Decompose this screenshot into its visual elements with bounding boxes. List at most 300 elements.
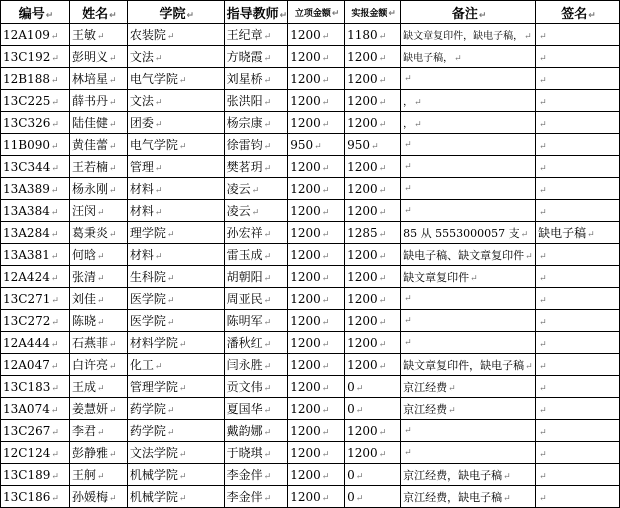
- paragraph-mark-icon: ↵: [154, 164, 163, 174]
- paragraph-mark-icon: ↵: [524, 32, 532, 42]
- table-row: [1, 420, 620, 442]
- table-row: [1, 464, 620, 486]
- cell-text: 1200: [290, 423, 321, 438]
- table-row: [1, 288, 620, 310]
- cell-approved: [288, 178, 345, 200]
- cell-approved: [288, 266, 345, 288]
- cell-text: 贡文伟: [226, 380, 263, 394]
- cell-dept: [127, 420, 224, 442]
- cell-actual: [345, 310, 401, 332]
- paragraph-mark-icon: ↵: [263, 274, 272, 284]
- cell-text: 葛秉炎: [71, 226, 108, 240]
- cell-approved: [288, 376, 345, 398]
- cell-text: 1200: [290, 115, 321, 130]
- paragraph-mark-icon: ↵: [96, 208, 105, 218]
- cell-id: [1, 178, 70, 200]
- paragraph-mark-icon: ↵: [108, 340, 117, 350]
- paragraph-mark-icon: ↵: [263, 362, 272, 372]
- cell-note: [401, 178, 536, 200]
- cell-actual: [345, 332, 401, 354]
- paragraph-mark-icon: ↵: [404, 206, 412, 216]
- cell-text: 12B188: [3, 71, 50, 86]
- cell-text: 1200: [290, 159, 321, 174]
- cell-text: 950: [347, 137, 371, 152]
- cell-text: 黄佳蕾: [71, 138, 108, 152]
- cell-actual: [345, 288, 401, 310]
- cell-approved: [288, 112, 345, 134]
- cell-dept: [127, 46, 224, 68]
- cell-text: 0: [347, 467, 355, 482]
- cell-dept: [127, 90, 224, 112]
- cell-text: 13C267: [3, 423, 51, 438]
- cell-text: 京江经费，缺电子稿: [403, 468, 503, 482]
- paragraph-mark-icon: ↵: [404, 184, 412, 194]
- paragraph-mark-icon: ↵: [454, 54, 462, 64]
- cell-id: [1, 464, 70, 486]
- cell-text: 1200: [290, 401, 321, 416]
- cell-advisor: [224, 420, 288, 442]
- column-header-actual: [345, 1, 401, 24]
- paragraph-mark-icon: ↵: [178, 450, 187, 460]
- cell-id: [1, 398, 70, 420]
- paragraph-mark-icon: ↵: [539, 207, 547, 218]
- cell-text: 12C124: [3, 445, 51, 460]
- paragraph-mark-icon: ↵: [539, 185, 547, 196]
- paragraph-mark-icon: ↵: [154, 208, 163, 218]
- cell-text: 1200: [347, 335, 378, 350]
- column-header-name: [69, 1, 127, 24]
- cell-sign: [536, 244, 620, 266]
- cell-text: 药学院: [129, 424, 166, 438]
- cell-text: 胡朝阳: [226, 270, 263, 284]
- paragraph-mark-icon: ↵: [448, 383, 456, 394]
- cell-id: [1, 354, 70, 376]
- cell-text: 缺电子稿，: [403, 53, 454, 64]
- cell-text: 闫永胜: [226, 358, 263, 372]
- cell-name: [69, 354, 127, 376]
- cell-approved: [288, 244, 345, 266]
- paragraph-mark-icon: ↵: [378, 361, 387, 372]
- cell-text: 1200: [347, 313, 378, 328]
- column-header-advisor: [224, 1, 288, 24]
- paragraph-mark-icon: ↵: [378, 449, 387, 460]
- cell-text: 12A109: [3, 27, 50, 42]
- cell-advisor: [224, 90, 288, 112]
- paragraph-mark-icon: ↵: [404, 316, 412, 326]
- cell-note: [401, 46, 536, 68]
- paragraph-mark-icon: ↵: [378, 339, 387, 350]
- paragraph-mark-icon: ↵: [251, 208, 260, 218]
- paragraph-mark-icon: ↵: [263, 252, 272, 262]
- cell-text: 彭静雅: [71, 446, 108, 460]
- paragraph-mark-icon: ↵: [539, 427, 547, 438]
- paragraph-mark-icon: ↵: [321, 361, 330, 372]
- cell-text: 1200: [347, 71, 378, 86]
- cell-dept: [127, 24, 224, 46]
- paragraph-mark-icon: ↵: [478, 10, 487, 21]
- column-header-approved: [288, 1, 345, 24]
- cell-id: [1, 68, 70, 90]
- cell-advisor: [224, 112, 288, 134]
- table-row: [1, 354, 620, 376]
- paragraph-mark-icon: ↵: [166, 296, 175, 306]
- cell-text: 1200: [290, 181, 321, 196]
- paragraph-mark-icon: ↵: [321, 119, 330, 130]
- paragraph-mark-icon: ↵: [263, 32, 272, 42]
- table-row: [1, 244, 620, 266]
- cell-text: 汪闵: [71, 204, 96, 218]
- cell-sign: [536, 112, 620, 134]
- cell-name: [69, 310, 127, 332]
- cell-dept: [127, 266, 224, 288]
- paragraph-mark-icon: ↵: [178, 472, 187, 482]
- cell-text: 药学院: [129, 402, 166, 416]
- cell-text: 文法学院: [129, 446, 178, 460]
- cell-text: 陆佳健: [71, 116, 108, 130]
- cell-text: 李金伴: [226, 490, 263, 504]
- cell-text: ，: [403, 119, 414, 130]
- paragraph-mark-icon: ↵: [263, 230, 272, 240]
- cell-text: 孙宏祥: [226, 226, 263, 240]
- cell-text: 85 从 5553000057 支: [403, 226, 520, 240]
- paragraph-mark-icon: ↵: [378, 251, 387, 262]
- paragraph-mark-icon: ↵: [321, 295, 330, 306]
- cell-note: [401, 24, 536, 46]
- paragraph-mark-icon: ↵: [355, 471, 364, 482]
- cell-text: 13A384: [3, 203, 50, 218]
- paragraph-mark-icon: ↵: [96, 318, 105, 328]
- paragraph-mark-icon: ↵: [263, 428, 272, 438]
- table-row: [1, 68, 620, 90]
- cell-actual: [345, 112, 401, 134]
- table-row: [1, 178, 620, 200]
- cell-text: 潘秋红: [226, 336, 263, 350]
- paragraph-mark-icon: ↵: [539, 251, 547, 262]
- cell-name: [69, 288, 127, 310]
- cell-text: 李金伴: [226, 468, 263, 482]
- cell-sign: [536, 420, 620, 442]
- cell-text: 缺文章复印件，缺电子稿，: [403, 31, 524, 42]
- cell-text: 1200: [347, 445, 378, 460]
- cell-text: 京江经费: [403, 402, 448, 416]
- paragraph-mark-icon: ↵: [263, 384, 272, 394]
- cell-text: 1200: [290, 357, 321, 372]
- cell-text: 化工: [129, 358, 154, 372]
- cell-sign: [536, 376, 620, 398]
- cell-text: 1200: [290, 225, 321, 240]
- paragraph-mark-icon: ↵: [154, 362, 163, 372]
- paragraph-mark-icon: ↵: [178, 494, 187, 504]
- cell-note: [401, 376, 536, 398]
- paragraph-mark-icon: ↵: [539, 471, 547, 482]
- cell-id: [1, 222, 70, 244]
- cell-text: 13C344: [3, 159, 51, 174]
- paragraph-mark-icon: ↵: [166, 318, 175, 328]
- cell-sign: [536, 354, 620, 376]
- paragraph-mark-icon: ↵: [108, 186, 117, 196]
- cell-text: 生科院: [129, 270, 166, 284]
- paragraph-mark-icon: ↵: [404, 448, 412, 458]
- paragraph-mark-icon: ↵: [520, 229, 529, 240]
- table-row: [1, 442, 620, 464]
- cell-text: 11B090: [3, 137, 50, 152]
- cell-text: 陈明军: [226, 314, 263, 328]
- cell-name: [69, 486, 127, 508]
- paragraph-mark-icon: ↵: [321, 97, 330, 108]
- cell-sign: [536, 332, 620, 354]
- paragraph-mark-icon: ↵: [539, 119, 547, 130]
- cell-text: 1200: [290, 93, 321, 108]
- cell-text: 12A424: [3, 269, 50, 284]
- cell-text: 1200: [290, 379, 321, 394]
- cell-sign: [536, 200, 620, 222]
- cell-id: [1, 442, 70, 464]
- cell-advisor: [224, 442, 288, 464]
- cell-text: 13C271: [3, 291, 51, 306]
- cell-text: 12A047: [3, 357, 50, 372]
- paragraph-mark-icon: ↵: [321, 405, 330, 416]
- paragraph-mark-icon: ↵: [525, 361, 533, 372]
- cell-sign: [536, 266, 620, 288]
- paragraph-mark-icon: ↵: [263, 406, 272, 416]
- cell-text: 医学院: [129, 292, 166, 306]
- paragraph-mark-icon: ↵: [525, 251, 533, 262]
- table-row: [1, 332, 620, 354]
- paragraph-mark-icon: ↵: [251, 186, 260, 196]
- paragraph-mark-icon: ↵: [51, 383, 59, 394]
- paragraph-mark-icon: ↵: [378, 273, 387, 284]
- cell-text: 1200: [347, 203, 378, 218]
- cell-id: [1, 310, 70, 332]
- cell-text: 1180: [347, 27, 378, 42]
- cell-note: [401, 222, 536, 244]
- paragraph-mark-icon: ↵: [51, 493, 59, 504]
- cell-text: 张洪阳: [226, 94, 263, 108]
- table-row: [1, 112, 620, 134]
- cell-note: [401, 310, 536, 332]
- cell-dept: [127, 486, 224, 508]
- paragraph-mark-icon: ↵: [108, 98, 117, 108]
- cell-note: [401, 134, 536, 156]
- table-row: [1, 310, 620, 332]
- cell-note: [401, 244, 536, 266]
- cell-note: [401, 266, 536, 288]
- cell-text: 京江经费: [403, 380, 448, 394]
- cell-text: 1200: [347, 291, 378, 306]
- cell-text: 王敏: [71, 28, 96, 42]
- cell-text: 1200: [347, 181, 378, 196]
- cell-text: 1200: [347, 115, 378, 130]
- cell-text: 13A284: [3, 225, 50, 240]
- paragraph-mark-icon: ↵: [166, 230, 175, 240]
- cell-dept: [127, 442, 224, 464]
- cell-name: [69, 442, 127, 464]
- paragraph-mark-icon: ↵: [539, 273, 547, 284]
- table-row: [1, 46, 620, 68]
- cell-id: [1, 112, 70, 134]
- cell-name: [69, 398, 127, 420]
- paragraph-mark-icon: ↵: [414, 98, 422, 108]
- paragraph-mark-icon: ↵: [279, 10, 288, 21]
- cell-text: 杨永刚: [71, 182, 108, 196]
- cell-sign: [536, 288, 620, 310]
- paragraph-mark-icon: ↵: [263, 318, 272, 328]
- cell-note: [401, 420, 536, 442]
- paragraph-mark-icon: ↵: [51, 449, 59, 460]
- cell-dept: [127, 68, 224, 90]
- paragraph-mark-icon: ↵: [166, 406, 175, 416]
- cell-text: 1200: [347, 49, 378, 64]
- cell-advisor: [224, 178, 288, 200]
- paragraph-mark-icon: ↵: [50, 339, 59, 350]
- cell-note: [401, 464, 536, 486]
- paragraph-mark-icon: ↵: [50, 273, 59, 284]
- cell-sign: [536, 310, 620, 332]
- cell-name: [69, 244, 127, 266]
- paragraph-mark-icon: ↵: [50, 31, 59, 42]
- cell-text: 材料: [129, 248, 154, 262]
- cell-dept: [127, 244, 224, 266]
- cell-text: 徐雷钧: [226, 138, 263, 152]
- paragraph-mark-icon: ↵: [178, 340, 187, 350]
- paragraph-mark-icon: ↵: [539, 317, 547, 328]
- paragraph-mark-icon: ↵: [378, 75, 387, 86]
- cell-id: [1, 266, 70, 288]
- cell-text: 13A074: [3, 401, 50, 416]
- cell-advisor: [224, 354, 288, 376]
- cell-note: [401, 288, 536, 310]
- paragraph-mark-icon: ↵: [96, 384, 105, 394]
- cell-name: [69, 112, 127, 134]
- cell-text: 电气学院: [129, 72, 178, 86]
- paragraph-mark-icon: ↵: [314, 141, 322, 152]
- paragraph-mark-icon: ↵: [539, 163, 547, 174]
- cell-id: [1, 288, 70, 310]
- cell-advisor: [224, 398, 288, 420]
- cell-approved: [288, 288, 345, 310]
- cell-text: 管理: [129, 160, 154, 174]
- paragraph-mark-icon: ↵: [178, 76, 187, 86]
- cell-note: [401, 398, 536, 420]
- cell-actual: [345, 200, 401, 222]
- cell-dept: [127, 156, 224, 178]
- cell-dept: [127, 178, 224, 200]
- paragraph-mark-icon: ↵: [108, 494, 117, 504]
- cell-sign: [536, 90, 620, 112]
- paragraph-mark-icon: ↵: [539, 493, 547, 504]
- cell-text: 1200: [290, 467, 321, 482]
- paragraph-mark-icon: ↵: [108, 406, 117, 416]
- cell-approved: [288, 68, 345, 90]
- cell-text: 13C272: [3, 313, 51, 328]
- table-row: [1, 200, 620, 222]
- cell-advisor: [224, 24, 288, 46]
- paragraph-mark-icon: ↵: [414, 120, 422, 130]
- paragraph-mark-icon: ↵: [321, 493, 330, 504]
- cell-advisor: [224, 310, 288, 332]
- cell-text: 1200: [290, 203, 321, 218]
- cell-text: 王舸: [71, 468, 96, 482]
- paragraph-mark-icon: ↵: [355, 405, 364, 416]
- cell-actual: [345, 266, 401, 288]
- paragraph-mark-icon: ↵: [51, 75, 59, 86]
- paragraph-mark-icon: ↵: [263, 296, 272, 306]
- cell-text: 方晓霞: [226, 50, 263, 64]
- cell-text: 管理学院: [129, 380, 178, 394]
- paragraph-mark-icon: ↵: [51, 119, 59, 130]
- cell-dept: [127, 310, 224, 332]
- cell-text: 0: [347, 489, 355, 504]
- paragraph-mark-icon: ↵: [539, 97, 547, 108]
- cell-sign: [536, 222, 620, 244]
- cell-sign: [536, 156, 620, 178]
- paragraph-mark-icon: ↵: [355, 383, 364, 394]
- cell-text: 950: [290, 137, 314, 152]
- paragraph-mark-icon: ↵: [539, 141, 547, 152]
- cell-advisor: [224, 486, 288, 508]
- cell-text: 缺电子稿、缺文章复印件: [403, 248, 525, 262]
- cell-text: 姜慧妍: [71, 402, 108, 416]
- cell-text: 医学院: [129, 314, 166, 328]
- cell-text: 陈晓: [71, 314, 96, 328]
- cell-name: [69, 134, 127, 156]
- cell-text: 理学院: [129, 226, 166, 240]
- paragraph-mark-icon: ↵: [388, 8, 396, 19]
- table-row: [1, 134, 620, 156]
- cell-id: [1, 134, 70, 156]
- cell-text: 薛书丹: [71, 94, 108, 108]
- cell-dept: [127, 376, 224, 398]
- cell-text: 京江经费，缺电子稿: [403, 490, 503, 504]
- cell-id: [1, 332, 70, 354]
- paragraph-mark-icon: ↵: [51, 141, 59, 152]
- paragraph-mark-icon: ↵: [539, 405, 547, 416]
- paragraph-mark-icon: ↵: [50, 207, 59, 218]
- cell-sign: [536, 442, 620, 464]
- cell-approved: [288, 134, 345, 156]
- cell-text: 白许亮: [71, 358, 108, 372]
- paragraph-mark-icon: ↵: [51, 295, 59, 306]
- paragraph-mark-icon: ↵: [108, 120, 117, 130]
- paragraph-mark-icon: ↵: [321, 273, 330, 284]
- cell-note: [401, 156, 536, 178]
- paragraph-mark-icon: ↵: [321, 31, 330, 42]
- cell-dept: [127, 398, 224, 420]
- paragraph-mark-icon: ↵: [154, 54, 163, 64]
- cell-text: 文法: [129, 94, 154, 108]
- column-header-label: 备注: [451, 6, 478, 22]
- cell-note: [401, 200, 536, 222]
- cell-text: 夏国华: [226, 402, 263, 416]
- cell-text: 13C225: [3, 93, 51, 108]
- cell-approved: [288, 398, 345, 420]
- cell-approved: [288, 420, 345, 442]
- cell-sign: [536, 486, 620, 508]
- paragraph-mark-icon: ↵: [166, 32, 175, 42]
- paragraph-mark-icon: ↵: [404, 74, 412, 84]
- column-header-dept: [127, 1, 224, 24]
- paragraph-mark-icon: ↵: [378, 97, 387, 108]
- paragraph-mark-icon: ↵: [96, 296, 105, 306]
- paragraph-mark-icon: ↵: [51, 163, 59, 174]
- cell-actual: [345, 420, 401, 442]
- cell-actual: [345, 244, 401, 266]
- paragraph-mark-icon: ↵: [539, 339, 547, 350]
- cell-actual: [345, 156, 401, 178]
- paragraph-mark-icon: ↵: [321, 449, 330, 460]
- paragraph-mark-icon: ↵: [263, 340, 272, 350]
- paragraph-mark-icon: ↵: [321, 317, 330, 328]
